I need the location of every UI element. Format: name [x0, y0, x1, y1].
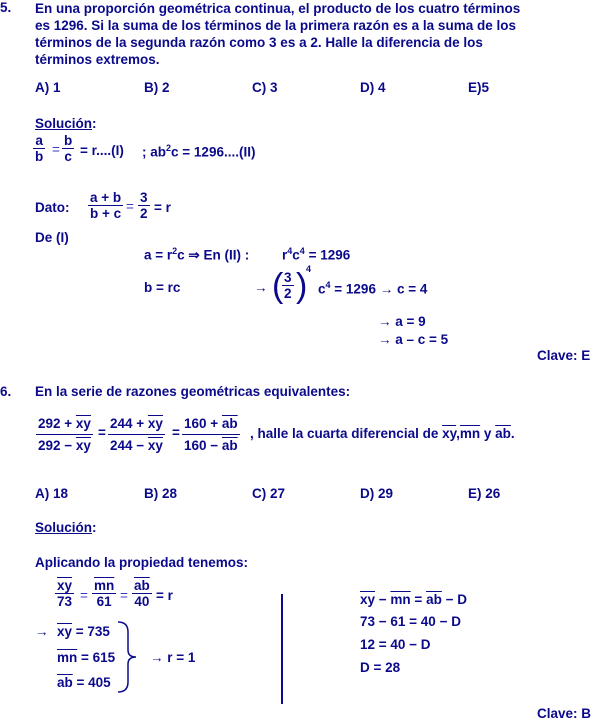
line-b: b = rc: [144, 280, 181, 295]
option-d: D) 29: [360, 486, 394, 501]
equation-i: = r....(I): [80, 143, 124, 158]
fraction-160: $\frac{160 + \overline{ab}}{160 - \overline{ab}}$: [184, 416, 238, 453]
dato-tail: = r: [154, 200, 171, 215]
problem-5-statement: [35, 0, 520, 68]
statement-line: términos de la segunda razón como 3 es a 2. Halle la diferencia de los: [35, 35, 483, 50]
result-a-minus-c: → a – c = 5: [378, 332, 449, 347]
problem-6-number: 6.: [0, 384, 12, 399]
line-a-result: $r^4c^4 = 1296$: [282, 246, 351, 263]
fraction-3-2-power: $\frac{3}{2}$: [284, 270, 292, 301]
fraction-b-c: $\frac{b}{c}$: [64, 133, 73, 164]
clave-b: Clave: B: [537, 706, 592, 721]
option-c: C) 27: [252, 486, 286, 501]
option-d: D) 4: [360, 80, 386, 95]
fraction-mn-61: $\frac{\overline{mn}}{61}$: [94, 578, 115, 609]
option-a: A) 1: [35, 80, 61, 95]
curly-brace-icon: [116, 620, 138, 694]
solucion-heading: Solución:: [35, 520, 97, 535]
option-b: B) 28: [144, 486, 178, 501]
value-mn: $\overline{mn} = 615$: [57, 650, 116, 665]
option-c: C) 3: [252, 80, 278, 95]
vertical-divider: [281, 594, 283, 704]
arrow-icon: →: [35, 624, 49, 639]
fraction-244: $\frac{244 + \overline{xy}}{244 - \overline{xy}}$: [110, 416, 163, 453]
fraction-ab-40: $\frac{\overline{ab}}{40}$: [134, 578, 150, 609]
statement-line: es 1296. Si la suma de los términos de la primera razón es a la suma de los: [35, 18, 516, 33]
fraction-tail: = r: [156, 588, 173, 603]
problem-6-question: , halle la cuarta diferencial de $\overline{xy},\overline{mn}$ y $\overline{ab}$.: [250, 426, 515, 441]
right-line-1: $\overline{xy} - \overline{mn} = \overline{ab} - D$: [360, 592, 467, 607]
option-e: E)5: [468, 80, 490, 95]
fraction-a-b: $\frac{a}{b}$: [35, 133, 44, 164]
result-a: → a = 9: [378, 314, 426, 329]
value-xy: $\overline{xy} = 735$: [57, 624, 110, 639]
solucion-heading: Solución:: [35, 116, 97, 131]
fraction-3-2: $\frac{3}{2}$: [140, 190, 148, 221]
equation-ii: ; $ab^2c = 1296....(II)$: [142, 143, 256, 160]
statement-line: En una proporción geométrica continua, el producto de los cuatro términos: [35, 1, 521, 16]
statement-line: términos extremos.: [35, 52, 160, 67]
value-ab: $\overline{ab} = 405$: [57, 675, 111, 690]
line-a: $a = r^2c$ ⇒ En (II) :: [144, 246, 250, 263]
option-e: E) 26: [468, 486, 501, 501]
power-4: 4: [306, 264, 312, 274]
line-b-result: $c^4 = 1296 \to c = 4$: [318, 280, 428, 297]
clave-e: Clave: E: [537, 348, 591, 363]
problem-5-number: 5.: [0, 0, 12, 15]
right-line-2: 73 − 61 = 40 − D: [360, 614, 461, 629]
right-line-4: D = 28: [360, 660, 401, 675]
problem-6-statement: En la serie de razones geométricas equivalentes:: [35, 384, 351, 399]
fraction-sum-ratio: $\frac{a + b}{b + c}$: [90, 190, 122, 221]
fraction-292: $\frac{292 + \overline{xy}}{292 - \overline{xy}}$: [38, 416, 91, 453]
option-a: A) 18: [35, 486, 69, 501]
right-line-3: 12 = 40 − D: [360, 637, 431, 652]
arrow-icon: →: [254, 280, 268, 295]
r-equals-1: → r = 1: [150, 650, 196, 665]
dato-label: Dato:: [35, 200, 70, 215]
aplicando-text: Aplicando la propiedad tenemos:: [35, 555, 249, 570]
de-i-label: De (I): [35, 230, 69, 245]
option-b: B) 2: [144, 80, 170, 95]
fraction-xy-73: $\frac{\overline{xy}}{73}$: [57, 578, 73, 609]
